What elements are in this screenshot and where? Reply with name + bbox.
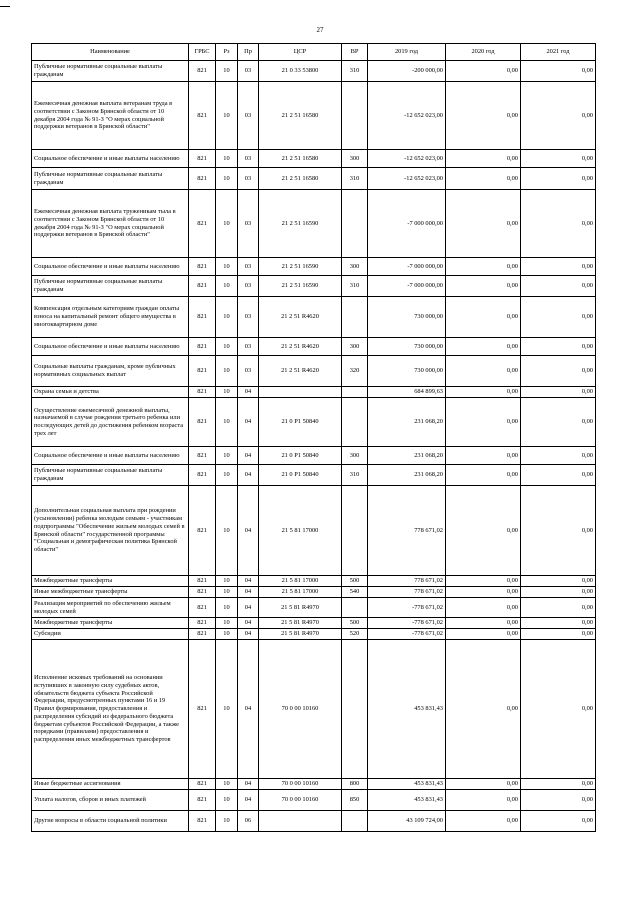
row-2021-value: 0,00	[521, 150, 596, 168]
row-csr-cell: 21 2 51 16590	[259, 276, 342, 297]
row-csr-cell: 21 0 P1 50840	[259, 465, 342, 486]
row-pr-cell: 04	[238, 398, 259, 447]
row-name-cell: Другие вопросы в области социальной политики	[32, 811, 189, 832]
table-row	[32, 486, 596, 576]
row-2019-value: -778 671,02	[368, 629, 446, 640]
row-name-cell: Публичные нормативные социальные выплаты гражданам	[32, 168, 189, 190]
row-2019-value: 684 899,63	[368, 387, 446, 398]
row-2020-value: 0,00	[446, 811, 521, 832]
row-rz-cell: 10	[216, 811, 238, 832]
row-2020-value: 0,00	[446, 629, 521, 640]
row-grbs-cell: 821	[189, 598, 216, 618]
table-row	[32, 779, 596, 790]
table-row	[32, 465, 596, 486]
row-2021-value: 0,00	[521, 82, 596, 150]
row-vr-cell: 310	[342, 465, 368, 486]
header-pr: Пр	[238, 44, 259, 61]
row-2021-value: 0,00	[521, 338, 596, 356]
row-csr-cell: 21 0 33 53800	[259, 61, 342, 82]
row-pr-cell: 06	[238, 811, 259, 832]
row-name-cell: Социальное обеспечение и иные выплаты населению	[32, 338, 189, 356]
row-2019-value: -778 671,02	[368, 598, 446, 618]
row-pr-cell: 04	[238, 486, 259, 576]
table-row	[32, 190, 596, 258]
row-name-cell: Иные бюджетные ассигнования	[32, 779, 189, 790]
row-pr-cell: 04	[238, 640, 259, 779]
row-2020-value: 0,00	[446, 276, 521, 297]
row-csr-cell: 21 2 51 R4620	[259, 338, 342, 356]
row-2020-value: 0,00	[446, 190, 521, 258]
table-row	[32, 276, 596, 297]
row-2020-value: 0,00	[446, 598, 521, 618]
row-2019-value: 453 831,43	[368, 640, 446, 779]
table-row	[32, 598, 596, 618]
row-2021-value: 0,00	[521, 398, 596, 447]
row-pr-cell: 03	[238, 297, 259, 338]
row-name-cell: Межбюджетные трансферты	[32, 618, 189, 629]
table-row	[32, 618, 596, 629]
row-2021-value: 0,00	[521, 258, 596, 276]
row-2019-value: 43 109 724,00	[368, 811, 446, 832]
row-2019-value: 730 000,00	[368, 356, 446, 387]
row-vr-cell: 300	[342, 258, 368, 276]
row-name-cell: Исполнение исковых требований на основании вступивших в законную силу судебных актов, обязательств бюджета субъекта Российской Федерации, предусмотренных пунктами 16 и 19 Правил формирования, предоставления и распределения субсидий из федерального бюджета бюджетам субъектов Российской Федерации, а также порядками (правилами) предоставления и распределения иных межбюджетных трансфертов	[32, 640, 189, 779]
row-pr-cell: 04	[238, 790, 259, 811]
row-2021-value: 0,00	[521, 356, 596, 387]
row-2020-value: 0,00	[446, 168, 521, 190]
row-2021-value: 0,00	[521, 790, 596, 811]
header-2020: 2020 год	[446, 44, 521, 61]
page-number: 27	[316, 26, 324, 34]
table-row	[32, 790, 596, 811]
row-2020-value: 0,00	[446, 447, 521, 465]
row-grbs-cell: 821	[189, 576, 216, 587]
row-2021-value: 0,00	[521, 168, 596, 190]
row-grbs-cell: 821	[189, 629, 216, 640]
row-name-cell: Социальное обеспечение и иные выплаты населению	[32, 258, 189, 276]
row-2020-value: 0,00	[446, 258, 521, 276]
table-row	[32, 258, 596, 276]
row-2019-value: -12 652 023,00	[368, 82, 446, 150]
row-2020-value: 0,00	[446, 618, 521, 629]
row-2020-value: 0,00	[446, 398, 521, 447]
table-row	[32, 398, 596, 447]
row-rz-cell: 10	[216, 150, 238, 168]
row-rz-cell: 10	[216, 587, 238, 598]
row-grbs-cell: 821	[189, 297, 216, 338]
row-2021-value: 0,00	[521, 61, 596, 82]
row-rz-cell: 10	[216, 387, 238, 398]
header-vr: ВР	[342, 44, 368, 61]
table-row	[32, 447, 596, 465]
row-grbs-cell: 821	[189, 587, 216, 598]
row-2020-value: 0,00	[446, 150, 521, 168]
row-rz-cell: 10	[216, 779, 238, 790]
row-name-cell: Субсидии	[32, 629, 189, 640]
row-2019-value: 778 671,02	[368, 576, 446, 587]
row-pr-cell: 03	[238, 356, 259, 387]
row-2019-value: 730 000,00	[368, 297, 446, 338]
table-row	[32, 576, 596, 587]
row-2020-value: 0,00	[446, 790, 521, 811]
row-2021-value: 0,00	[521, 640, 596, 779]
row-pr-cell: 03	[238, 150, 259, 168]
row-rz-cell: 10	[216, 640, 238, 779]
row-grbs-cell: 821	[189, 61, 216, 82]
row-2019-value: 231 068,20	[368, 398, 446, 447]
row-2020-value: 0,00	[446, 338, 521, 356]
row-2021-value: 0,00	[521, 465, 596, 486]
row-name-cell: Дополнительная социальная выплата при рождении (усыновлении) ребенка молодым семьям - участникам подпрограммы "Обеспечение жильем молодых семей в Брянской области" государственной программы "Социальная и демографическая политика Брянской области"	[32, 486, 189, 576]
row-grbs-cell: 821	[189, 82, 216, 150]
table-row	[32, 82, 596, 150]
row-rz-cell: 10	[216, 447, 238, 465]
table-row	[32, 168, 596, 190]
row-rz-cell: 10	[216, 790, 238, 811]
row-pr-cell: 04	[238, 576, 259, 587]
table-row	[32, 640, 596, 779]
row-2019-value: -12 652 023,00	[368, 150, 446, 168]
row-grbs-cell: 821	[189, 338, 216, 356]
row-name-cell: Осуществление ежемесячной денежной выплаты, назначаемой в случае рождения третьего ребенка или последующих детей до достижения ребенком возраста трех лет	[32, 398, 189, 447]
row-name-cell: Реализация мероприятий по обеспечению жильем молодых семей	[32, 598, 189, 618]
row-pr-cell: 03	[238, 168, 259, 190]
row-grbs-cell: 821	[189, 276, 216, 297]
row-rz-cell: 10	[216, 168, 238, 190]
row-2020-value: 0,00	[446, 356, 521, 387]
row-name-cell: Социальное обеспечение и иные выплаты населению	[32, 150, 189, 168]
row-name-cell: Социальное обеспечение и иные выплаты населению	[32, 447, 189, 465]
row-vr-cell	[342, 190, 368, 258]
row-2020-value: 0,00	[446, 779, 521, 790]
row-vr-cell	[342, 82, 368, 150]
row-rz-cell: 10	[216, 258, 238, 276]
row-name-cell: Публичные нормативные социальные выплаты гражданам	[32, 465, 189, 486]
row-2020-value: 0,00	[446, 576, 521, 587]
row-2019-value: 231 068,20	[368, 447, 446, 465]
row-2019-value: -7 000 000,00	[368, 258, 446, 276]
row-rz-cell: 10	[216, 356, 238, 387]
row-csr-cell: 21 2 51 16590	[259, 190, 342, 258]
header-2019: 2019 год	[368, 44, 446, 61]
row-rz-cell: 10	[216, 190, 238, 258]
row-pr-cell: 04	[238, 387, 259, 398]
table-row	[32, 61, 596, 82]
row-vr-cell: 300	[342, 447, 368, 465]
row-name-cell: Ежемесячная денежная выплата труженикам тыла в соответствии с Законом Брянской области от 10 декабря 2004 года № 91-З "О мерах социальной поддержки ветеранов в Брянской области"	[32, 190, 189, 258]
table-header-row	[32, 44, 596, 61]
row-2021-value: 0,00	[521, 618, 596, 629]
row-csr-cell: 21 2 51 16580	[259, 168, 342, 190]
row-vr-cell: 310	[342, 168, 368, 190]
row-csr-cell: 70 0 00 10160	[259, 640, 342, 779]
row-csr-cell: 21 5 81 R4970	[259, 629, 342, 640]
row-csr-cell: 21 0 P1 50840	[259, 447, 342, 465]
row-grbs-cell: 821	[189, 387, 216, 398]
row-rz-cell: 10	[216, 576, 238, 587]
row-rz-cell: 10	[216, 598, 238, 618]
row-vr-cell: 850	[342, 790, 368, 811]
row-pr-cell: 03	[238, 61, 259, 82]
row-grbs-cell: 821	[189, 398, 216, 447]
row-2019-value: 453 831,43	[368, 779, 446, 790]
row-csr-cell: 21 2 51 16580	[259, 150, 342, 168]
row-vr-cell: 300	[342, 338, 368, 356]
row-2019-value: -12 652 023,00	[368, 168, 446, 190]
row-pr-cell: 04	[238, 447, 259, 465]
row-csr-cell	[259, 811, 342, 832]
row-grbs-cell: 821	[189, 811, 216, 832]
row-2021-value: 0,00	[521, 587, 596, 598]
row-2019-value: 730 000,00	[368, 338, 446, 356]
header-2021: 2021 год	[521, 44, 596, 61]
row-grbs-cell: 821	[189, 640, 216, 779]
header-rz: Рз	[216, 44, 238, 61]
row-grbs-cell: 821	[189, 465, 216, 486]
row-vr-cell: 540	[342, 587, 368, 598]
row-vr-cell: 310	[342, 61, 368, 82]
row-csr-cell: 21 5 81 17000	[259, 486, 342, 576]
row-2020-value: 0,00	[446, 587, 521, 598]
row-grbs-cell: 821	[189, 447, 216, 465]
row-vr-cell	[342, 598, 368, 618]
row-csr-cell: 70 0 00 10160	[259, 790, 342, 811]
row-rz-cell: 10	[216, 618, 238, 629]
row-2020-value: 0,00	[446, 387, 521, 398]
table-row	[32, 338, 596, 356]
row-vr-cell: 500	[342, 618, 368, 629]
row-pr-cell: 03	[238, 258, 259, 276]
row-rz-cell: 10	[216, 297, 238, 338]
row-vr-cell: 500	[342, 576, 368, 587]
row-2019-value: -200 000,00	[368, 61, 446, 82]
row-name-cell: Уплата налогов, сборов и иных платежей	[32, 790, 189, 811]
row-2019-value: 778 671,02	[368, 587, 446, 598]
row-vr-cell: 800	[342, 779, 368, 790]
row-pr-cell: 04	[238, 465, 259, 486]
row-2020-value: 0,00	[446, 465, 521, 486]
row-pr-cell: 04	[238, 587, 259, 598]
row-name-cell: Публичные нормативные социальные выплаты гражданам	[32, 276, 189, 297]
row-pr-cell: 03	[238, 190, 259, 258]
row-rz-cell: 10	[216, 61, 238, 82]
row-pr-cell: 04	[238, 618, 259, 629]
header-grbs: ГРБС	[189, 44, 216, 61]
table-row	[32, 811, 596, 832]
row-2021-value: 0,00	[521, 297, 596, 338]
row-2020-value: 0,00	[446, 486, 521, 576]
row-pr-cell: 03	[238, 338, 259, 356]
row-name-cell: Иные межбюджетные трансферты	[32, 587, 189, 598]
row-grbs-cell: 821	[189, 356, 216, 387]
row-2021-value: 0,00	[521, 447, 596, 465]
row-csr-cell: 21 2 51 R4620	[259, 356, 342, 387]
row-rz-cell: 10	[216, 82, 238, 150]
row-grbs-cell: 821	[189, 258, 216, 276]
scan-corner-mark	[0, 6, 10, 7]
row-rz-cell: 10	[216, 398, 238, 447]
header-name: Наименование	[32, 44, 189, 61]
row-vr-cell: 310	[342, 276, 368, 297]
row-rz-cell: 10	[216, 338, 238, 356]
table-row	[32, 629, 596, 640]
row-2020-value: 0,00	[446, 640, 521, 779]
row-csr-cell: 21 5 81 R4970	[259, 618, 342, 629]
row-pr-cell: 04	[238, 629, 259, 640]
row-csr-cell: 21 5 81 17000	[259, 587, 342, 598]
row-csr-cell: 70 0 00 10160	[259, 779, 342, 790]
row-2021-value: 0,00	[521, 576, 596, 587]
row-rz-cell: 10	[216, 486, 238, 576]
row-2021-value: 0,00	[521, 486, 596, 576]
row-2021-value: 0,00	[521, 629, 596, 640]
row-2021-value: 0,00	[521, 276, 596, 297]
row-2019-value: 231 068,20	[368, 465, 446, 486]
row-vr-cell	[342, 297, 368, 338]
table-row	[32, 387, 596, 398]
row-grbs-cell: 821	[189, 150, 216, 168]
row-vr-cell: 300	[342, 150, 368, 168]
row-grbs-cell: 821	[189, 779, 216, 790]
header-csr: ЦСР	[259, 44, 342, 61]
row-vr-cell	[342, 811, 368, 832]
row-grbs-cell: 821	[189, 618, 216, 629]
row-grbs-cell: 821	[189, 790, 216, 811]
table-row	[32, 587, 596, 598]
table-row	[32, 356, 596, 387]
row-2019-value: 453 831,43	[368, 790, 446, 811]
row-2020-value: 0,00	[446, 82, 521, 150]
row-vr-cell	[342, 640, 368, 779]
row-csr-cell: 21 2 51 16580	[259, 82, 342, 150]
row-2020-value: 0,00	[446, 61, 521, 82]
budget-table	[31, 43, 596, 832]
row-name-cell: Межбюджетные трансферты	[32, 576, 189, 587]
row-name-cell: Компенсация отдельным категориям граждан оплаты взноса на капитальный ремонт общего имущества в многоквартирном доме	[32, 297, 189, 338]
table-row	[32, 150, 596, 168]
row-grbs-cell: 821	[189, 168, 216, 190]
row-vr-cell	[342, 398, 368, 447]
row-2019-value: -7 000 000,00	[368, 190, 446, 258]
row-csr-cell: 21 2 51 R4620	[259, 297, 342, 338]
row-pr-cell: 04	[238, 598, 259, 618]
row-vr-cell: 320	[342, 356, 368, 387]
row-rz-cell: 10	[216, 276, 238, 297]
row-csr-cell: 21 5 81 17000	[259, 576, 342, 587]
row-name-cell: Социальные выплаты гражданам, кроме публичных нормативных социальных выплат	[32, 356, 189, 387]
row-csr-cell: 21 2 51 16590	[259, 258, 342, 276]
row-2019-value: -778 671,02	[368, 618, 446, 629]
row-2021-value: 0,00	[521, 779, 596, 790]
row-pr-cell: 03	[238, 276, 259, 297]
row-vr-cell: 520	[342, 629, 368, 640]
row-name-cell: Ежемесячная денежная выплата ветеранам труда в соответствии с Законом Брянской области от 10 декабря 2004 года № 91-З "О мерах социальной поддержки ветеранов в Брянской области"	[32, 82, 189, 150]
row-csr-cell	[259, 387, 342, 398]
row-rz-cell: 10	[216, 629, 238, 640]
row-vr-cell	[342, 387, 368, 398]
row-name-cell: Публичные нормативные социальные выплаты гражданам	[32, 61, 189, 82]
row-rz-cell: 10	[216, 465, 238, 486]
row-2019-value: 778 671,02	[368, 486, 446, 576]
row-grbs-cell: 821	[189, 486, 216, 576]
row-pr-cell: 04	[238, 779, 259, 790]
row-csr-cell: 21 0 P1 50840	[259, 398, 342, 447]
row-2021-value: 0,00	[521, 387, 596, 398]
row-pr-cell: 03	[238, 82, 259, 150]
row-2021-value: 0,00	[521, 190, 596, 258]
row-2021-value: 0,00	[521, 811, 596, 832]
row-2019-value: -7 000 000,00	[368, 276, 446, 297]
row-grbs-cell: 821	[189, 190, 216, 258]
row-vr-cell	[342, 486, 368, 576]
row-2021-value: 0,00	[521, 598, 596, 618]
row-2020-value: 0,00	[446, 297, 521, 338]
row-csr-cell: 21 5 81 R4970	[259, 598, 342, 618]
table-row	[32, 297, 596, 338]
row-name-cell: Охрана семьи и детства	[32, 387, 189, 398]
